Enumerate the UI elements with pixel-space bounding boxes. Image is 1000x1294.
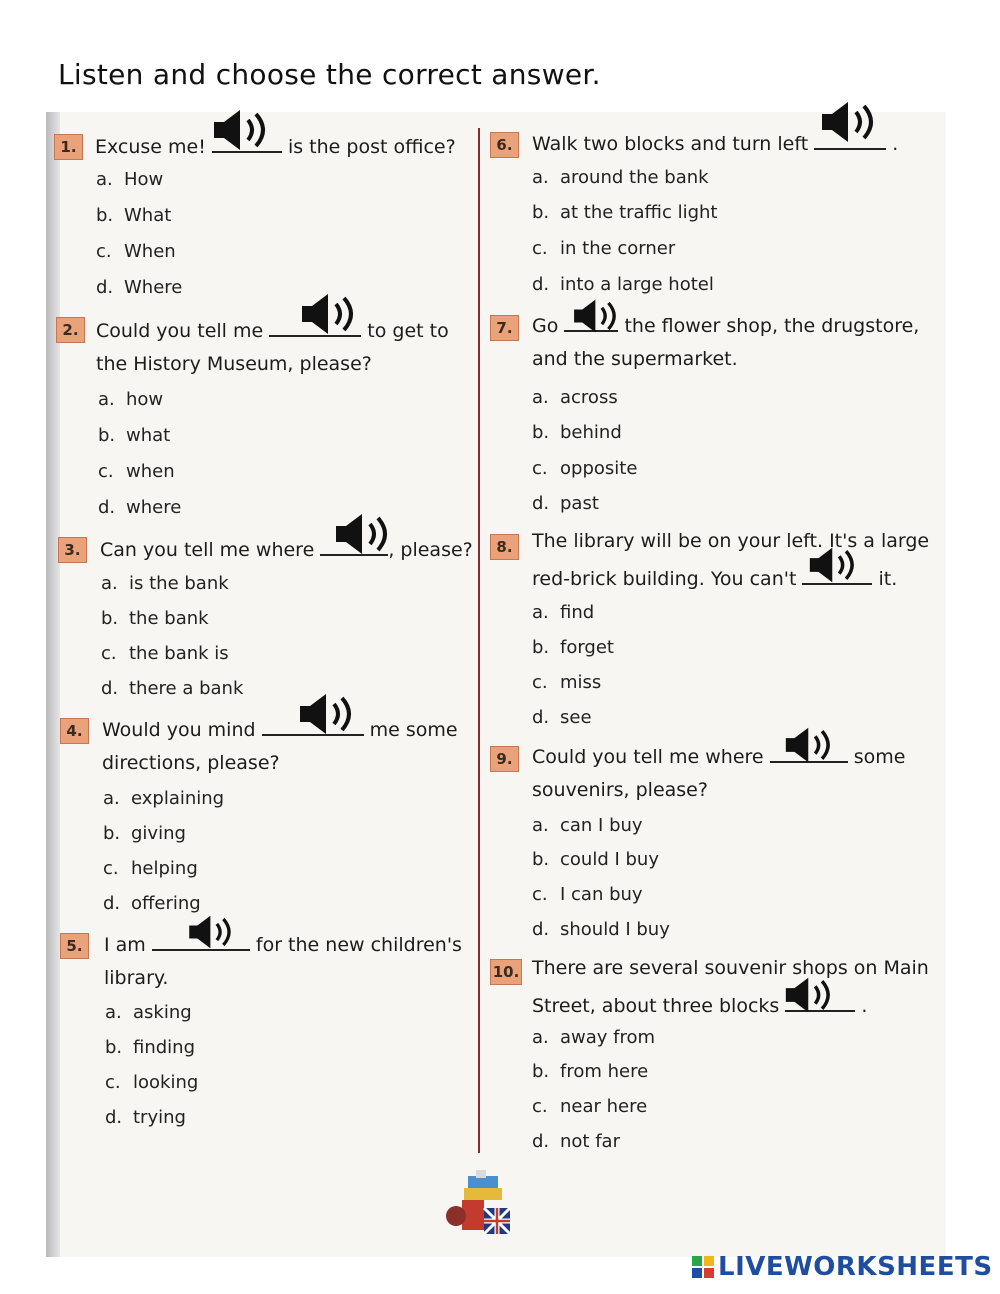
option-text: where: [126, 497, 182, 518]
option-letter: a.: [101, 573, 118, 594]
question-text-part: the History Museum, please?: [96, 353, 372, 375]
question-number: 1.: [54, 134, 83, 160]
question-number: 4.: [60, 718, 89, 744]
option-letter: b.: [103, 823, 121, 844]
option-text: find: [560, 602, 595, 623]
answer-option[interactable]: [103, 858, 198, 879]
option-letter: a.: [532, 602, 549, 623]
answer-option[interactable]: [532, 815, 643, 836]
question-text-part: .: [861, 995, 868, 1017]
answer-option[interactable]: [96, 169, 163, 190]
option-text: offering: [131, 893, 201, 914]
option-letter: b.: [532, 422, 550, 443]
option-text: is the bank: [129, 573, 229, 594]
option-letter: a.: [532, 1027, 549, 1048]
column-divider: [478, 128, 480, 1153]
question-text-part: The library will be on your left. It's a large: [532, 530, 930, 552]
option-letter: d.: [103, 893, 121, 914]
option-letter: c.: [98, 461, 114, 482]
instruction-title: Listen and choose the correct answer.: [58, 58, 601, 91]
option-letter: b.: [532, 202, 550, 223]
books-illustration-icon: [438, 1166, 528, 1246]
option-text: I can buy: [560, 884, 643, 905]
option-text: away from: [560, 1027, 656, 1048]
question-text-part: Could you tell me: [96, 320, 264, 342]
option-letter: d.: [532, 274, 550, 295]
answer-option[interactable]: [532, 1131, 620, 1152]
option-text: can I buy: [560, 815, 643, 836]
option-letter: c.: [532, 1096, 548, 1117]
question-number: 9.: [490, 746, 519, 772]
question-text-part: Could you tell me where: [532, 746, 764, 768]
option-text: explaining: [131, 788, 225, 809]
question-text-part: me some: [369, 719, 458, 741]
option-letter: a.: [532, 815, 549, 836]
answer-option[interactable]: [532, 884, 643, 905]
option-text: what: [126, 425, 171, 446]
option-letter: b.: [96, 205, 114, 226]
option-text: into a large hotel: [560, 274, 714, 295]
answer-option[interactable]: [532, 637, 614, 658]
answer-option[interactable]: [96, 277, 182, 298]
question-text-part: the flower shop, the drugstore,: [624, 315, 920, 337]
option-text: looking: [133, 1072, 199, 1093]
option-letter: a.: [105, 1002, 122, 1023]
answer-option[interactable]: [532, 202, 717, 223]
answer-option[interactable]: [101, 678, 243, 699]
answer-option[interactable]: [98, 461, 175, 482]
option-text: miss: [560, 672, 602, 693]
option-text: in the corner: [560, 238, 676, 259]
question-text-part: red-brick building. You can't: [532, 568, 797, 590]
option-text: there a bank: [129, 678, 244, 699]
answer-option[interactable]: [532, 274, 714, 295]
option-letter: c.: [103, 858, 119, 879]
answer-option[interactable]: [532, 1027, 655, 1048]
question-text-part: Street, about three blocks: [532, 995, 780, 1017]
question-text-part: directions, please?: [102, 752, 280, 774]
option-letter: d.: [532, 1131, 550, 1152]
option-text: forget: [560, 637, 614, 658]
answer-option[interactable]: [98, 425, 170, 446]
option-letter: d.: [98, 497, 116, 518]
question-text-part: Go: [532, 315, 559, 337]
option-letter: c.: [101, 643, 117, 664]
question-number: 10.: [490, 959, 522, 985]
question-text-part: Would you mind: [102, 719, 256, 741]
option-letter: c.: [105, 1072, 121, 1093]
answer-option[interactable]: [101, 643, 229, 664]
option-letter: d.: [105, 1107, 123, 1128]
option-letter: d.: [532, 919, 550, 940]
speaker-audio-icon[interactable]: [332, 512, 396, 556]
question-number: 2.: [56, 317, 85, 343]
option-text: What: [124, 205, 172, 226]
answer-option[interactable]: [532, 602, 594, 623]
answer-option[interactable]: [532, 849, 659, 870]
answer-option[interactable]: [532, 422, 622, 443]
option-letter: b.: [105, 1037, 123, 1058]
option-letter: b.: [532, 637, 550, 658]
answer-option[interactable]: [96, 241, 176, 262]
answer-option[interactable]: [96, 205, 171, 226]
option-text: opposite: [560, 458, 638, 479]
option-text: across: [560, 387, 618, 408]
answer-option[interactable]: [105, 1002, 192, 1023]
option-letter: c.: [532, 238, 548, 259]
speaker-audio-icon[interactable]: [570, 298, 624, 334]
option-letter: b.: [101, 608, 119, 629]
answer-option[interactable]: [98, 497, 181, 518]
answer-option[interactable]: [532, 672, 601, 693]
answer-option[interactable]: [532, 238, 675, 259]
question-text-part: for the new children's: [255, 934, 462, 956]
option-letter: b.: [532, 1061, 550, 1082]
answer-option[interactable]: [532, 167, 709, 188]
option-text: finding: [133, 1037, 196, 1058]
question-text-part: Can you tell me where: [100, 539, 315, 561]
answer-option[interactable]: [105, 1037, 195, 1058]
answer-option[interactable]: [532, 1096, 647, 1117]
question-number: 5.: [60, 933, 89, 959]
option-letter: a.: [98, 389, 115, 410]
question-text: [95, 133, 456, 158]
answer-option[interactable]: [532, 707, 592, 728]
option-text: how: [126, 389, 164, 410]
question-number: 8.: [490, 534, 519, 560]
answer-option[interactable]: [532, 387, 618, 408]
question-text-part: There are several souvenir shops on Main: [532, 957, 929, 979]
question-text-part: some: [853, 746, 906, 768]
option-text: around the bank: [560, 167, 709, 188]
speaker-audio-icon[interactable]: [782, 976, 838, 1014]
option-letter: d.: [101, 678, 119, 699]
answer-option[interactable]: [532, 919, 670, 940]
option-text: not far: [560, 1131, 620, 1152]
question-text-part: I am: [104, 934, 146, 956]
option-text: see: [560, 707, 592, 728]
option-letter: c.: [532, 672, 548, 693]
answer-option[interactable]: [98, 389, 163, 410]
option-letter: c.: [532, 458, 548, 479]
option-text: should I buy: [560, 919, 670, 940]
question-text-part: Walk two blocks and turn left: [532, 133, 809, 155]
option-text: near here: [560, 1096, 648, 1117]
question-text: [532, 743, 905, 768]
question-text-part: .: [892, 133, 899, 155]
option-text: giving: [131, 823, 186, 844]
answer-option[interactable]: [103, 893, 201, 914]
question-text-part: Excuse me!: [95, 136, 206, 158]
option-text: Where: [124, 277, 183, 298]
answer-option[interactable]: [532, 493, 599, 514]
answer-option[interactable]: [103, 823, 186, 844]
option-letter: a.: [103, 788, 120, 809]
question-text-part: is the post office?: [287, 136, 456, 158]
question-number: 7.: [490, 315, 519, 341]
answer-option[interactable]: [103, 788, 224, 809]
question-number: 3.: [58, 537, 87, 563]
question-text: [96, 317, 449, 342]
option-text: at the traffic light: [560, 202, 718, 223]
option-text: How: [124, 169, 164, 190]
option-text: the bank: [129, 608, 209, 629]
answer-option[interactable]: [101, 608, 209, 629]
speaker-audio-icon[interactable]: [210, 108, 274, 152]
question-number: 6.: [490, 132, 519, 158]
question-text: [100, 536, 473, 561]
option-text: the bank is: [129, 643, 229, 664]
option-text: helping: [131, 858, 198, 879]
option-text: from here: [560, 1061, 649, 1082]
speaker-audio-icon[interactable]: [782, 726, 838, 764]
option-letter: b.: [98, 425, 116, 446]
question-text: [104, 931, 462, 956]
answer-option[interactable]: [532, 1061, 648, 1082]
option-letter: d.: [532, 493, 550, 514]
question-text: [102, 716, 458, 741]
question-text-part: it.: [878, 568, 898, 590]
speaker-audio-icon[interactable]: [296, 692, 360, 736]
answer-option[interactable]: [105, 1107, 186, 1128]
option-text: behind: [560, 422, 622, 443]
option-letter: d.: [532, 707, 550, 728]
question-text-part: to get to: [367, 320, 449, 342]
option-text: when: [126, 461, 175, 482]
liveworksheets-logo-icon: [692, 1256, 714, 1278]
option-letter: c.: [96, 241, 112, 262]
speaker-audio-icon[interactable]: [806, 546, 862, 584]
question-text-part: souvenirs, please?: [532, 779, 708, 801]
option-letter: a.: [532, 387, 549, 408]
option-letter: b.: [532, 849, 550, 870]
option-letter: c.: [532, 884, 548, 905]
speaker-audio-icon[interactable]: [818, 100, 882, 144]
option-letter: a.: [532, 167, 549, 188]
option-text: asking: [133, 1002, 192, 1023]
answer-option[interactable]: [105, 1072, 198, 1093]
option-text: could I buy: [560, 849, 659, 870]
answer-option[interactable]: [101, 573, 229, 594]
speaker-audio-icon[interactable]: [298, 292, 362, 336]
brand-name: LIVEWORKSHEETS: [718, 1252, 993, 1282]
page-edge-shadow: [46, 112, 60, 1257]
answer-option[interactable]: [532, 458, 637, 479]
option-text: When: [124, 241, 176, 262]
liveworksheets-logo: [692, 1252, 993, 1282]
question-text-part: , please?: [388, 539, 473, 561]
option-letter: a.: [96, 169, 113, 190]
option-text: past: [560, 493, 599, 514]
question-text-part: and the supermarket.: [532, 348, 738, 370]
option-letter: d.: [96, 277, 114, 298]
speaker-audio-icon[interactable]: [186, 914, 238, 950]
option-text: trying: [133, 1107, 186, 1128]
question-text-part: library.: [104, 967, 169, 989]
